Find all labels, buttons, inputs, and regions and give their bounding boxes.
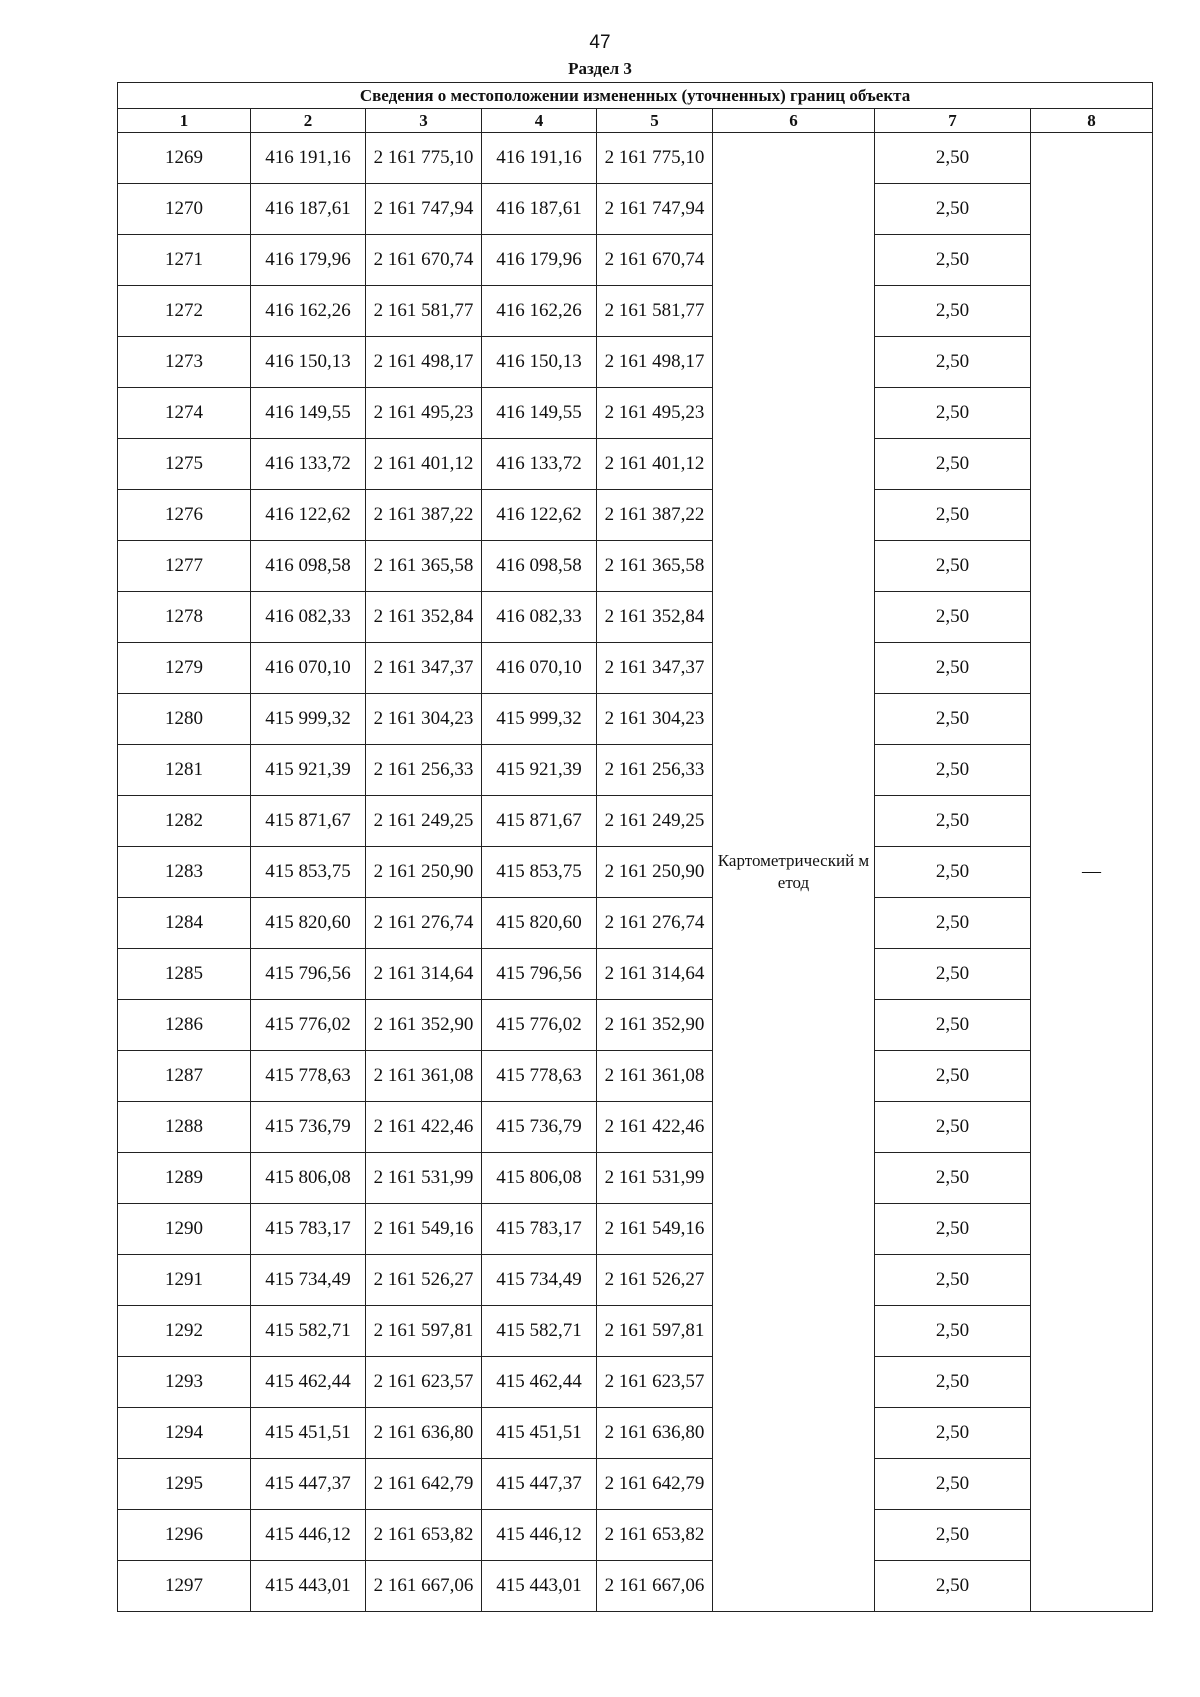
x-coordinate-cell: 416 150,13	[482, 337, 597, 388]
x-coordinate-cell: 415 778,63	[251, 1051, 366, 1102]
table-row	[118, 1204, 1153, 1255]
table-row	[118, 1000, 1153, 1051]
table-row	[118, 1408, 1153, 1459]
x-coordinate-cell: 415 796,56	[251, 949, 366, 1000]
column-number: 6	[713, 109, 875, 133]
point-number-cell: 1272	[118, 286, 251, 337]
accuracy-cell: 2,50	[875, 439, 1031, 490]
accuracy-cell: 2,50	[875, 286, 1031, 337]
x-coordinate-cell: 415 443,01	[251, 1561, 366, 1612]
point-number-cell: 1279	[118, 643, 251, 694]
accuracy-cell: 2,50	[875, 1561, 1031, 1612]
accuracy-cell: 2,50	[875, 643, 1031, 694]
y-coordinate-cell: 2 161 361,08	[597, 1051, 713, 1102]
table-row	[118, 1459, 1153, 1510]
x-coordinate-cell: 415 853,75	[482, 847, 597, 898]
section-title: Раздел 3	[568, 59, 632, 78]
x-coordinate-cell: 415 443,01	[482, 1561, 597, 1612]
table-row	[118, 847, 1153, 898]
y-coordinate-cell: 2 161 347,37	[366, 643, 482, 694]
column-number: 3	[366, 109, 482, 133]
accuracy-cell: 2,50	[875, 388, 1031, 439]
point-number-cell: 1276	[118, 490, 251, 541]
x-coordinate-cell: 415 447,37	[482, 1459, 597, 1510]
x-coordinate-cell: 416 162,26	[482, 286, 597, 337]
y-coordinate-cell: 2 161 387,22	[366, 490, 482, 541]
point-number-cell: 1285	[118, 949, 251, 1000]
y-coordinate-cell: 2 161 636,80	[366, 1408, 482, 1459]
x-coordinate-cell: 415 999,32	[482, 694, 597, 745]
accuracy-cell: 2,50	[875, 184, 1031, 235]
x-coordinate-cell: 416 187,61	[482, 184, 597, 235]
y-coordinate-cell: 2 161 361,08	[366, 1051, 482, 1102]
y-coordinate-cell: 2 161 422,46	[366, 1102, 482, 1153]
x-coordinate-cell: 415 871,67	[482, 796, 597, 847]
point-number-cell: 1291	[118, 1255, 251, 1306]
y-coordinate-cell: 2 161 747,94	[597, 184, 713, 235]
accuracy-cell: 2,50	[875, 1051, 1031, 1102]
accuracy-cell: 2,50	[875, 1204, 1031, 1255]
x-coordinate-cell: 415 462,44	[482, 1357, 597, 1408]
x-coordinate-cell: 416 133,72	[251, 439, 366, 490]
table-row	[118, 898, 1153, 949]
table-row	[118, 337, 1153, 388]
y-coordinate-cell: 2 161 256,33	[597, 745, 713, 796]
point-number-cell: 1286	[118, 1000, 251, 1051]
x-coordinate-cell: 416 162,26	[251, 286, 366, 337]
accuracy-cell: 2,50	[875, 1153, 1031, 1204]
y-coordinate-cell: 2 161 314,64	[366, 949, 482, 1000]
table-row	[118, 388, 1153, 439]
y-coordinate-cell: 2 161 401,12	[597, 439, 713, 490]
x-coordinate-cell: 415 853,75	[251, 847, 366, 898]
point-number-cell: 1287	[118, 1051, 251, 1102]
point-number-cell: 1282	[118, 796, 251, 847]
accuracy-cell: 2,50	[875, 949, 1031, 1000]
x-coordinate-cell: 415 446,12	[482, 1510, 597, 1561]
x-coordinate-cell: 416 149,55	[482, 388, 597, 439]
x-coordinate-cell: 415 796,56	[482, 949, 597, 1000]
y-coordinate-cell: 2 161 250,90	[597, 847, 713, 898]
accuracy-cell: 2,50	[875, 1102, 1031, 1153]
y-coordinate-cell: 2 161 276,74	[597, 898, 713, 949]
x-coordinate-cell: 415 776,02	[251, 1000, 366, 1051]
y-coordinate-cell: 2 161 653,82	[597, 1510, 713, 1561]
x-coordinate-cell: 415 447,37	[251, 1459, 366, 1510]
table-row	[118, 643, 1153, 694]
y-coordinate-cell: 2 161 549,16	[366, 1204, 482, 1255]
point-number-cell: 1275	[118, 439, 251, 490]
table-row	[118, 592, 1153, 643]
x-coordinate-cell: 415 871,67	[251, 796, 366, 847]
y-coordinate-cell: 2 161 581,77	[366, 286, 482, 337]
y-coordinate-cell: 2 161 352,84	[366, 592, 482, 643]
column-number: 4	[482, 109, 597, 133]
x-coordinate-cell: 415 778,63	[482, 1051, 597, 1102]
point-number-cell: 1270	[118, 184, 251, 235]
x-coordinate-cell: 416 070,10	[482, 643, 597, 694]
accuracy-cell: 2,50	[875, 235, 1031, 286]
table-row	[118, 1153, 1153, 1204]
x-coordinate-cell: 416 070,10	[251, 643, 366, 694]
point-number-cell: 1288	[118, 1102, 251, 1153]
x-coordinate-cell: 415 921,39	[251, 745, 366, 796]
y-coordinate-cell: 2 161 387,22	[597, 490, 713, 541]
table-row	[118, 439, 1153, 490]
accuracy-cell: 2,50	[875, 490, 1031, 541]
x-coordinate-cell: 416 179,96	[251, 235, 366, 286]
y-coordinate-cell: 2 161 365,58	[366, 541, 482, 592]
table-row	[118, 694, 1153, 745]
accuracy-cell: 2,50	[875, 1510, 1031, 1561]
x-coordinate-cell: 415 806,08	[251, 1153, 366, 1204]
x-coordinate-cell: 415 921,39	[482, 745, 597, 796]
x-coordinate-cell: 416 149,55	[251, 388, 366, 439]
table-row	[118, 235, 1153, 286]
point-number-cell: 1269	[118, 133, 251, 184]
x-coordinate-cell: 415 582,71	[482, 1306, 597, 1357]
accuracy-cell: 2,50	[875, 592, 1031, 643]
y-coordinate-cell: 2 161 365,58	[597, 541, 713, 592]
x-coordinate-cell: 415 806,08	[482, 1153, 597, 1204]
y-coordinate-cell: 2 161 401,12	[366, 439, 482, 490]
y-coordinate-cell: 2 161 667,06	[366, 1561, 482, 1612]
table-row	[118, 1255, 1153, 1306]
column-number: 7	[875, 109, 1031, 133]
table-row	[118, 1306, 1153, 1357]
x-coordinate-cell: 416 122,62	[251, 490, 366, 541]
y-coordinate-cell: 2 161 623,57	[597, 1357, 713, 1408]
y-coordinate-cell: 2 161 581,77	[597, 286, 713, 337]
column-number-row	[118, 109, 1153, 133]
x-coordinate-cell: 415 820,60	[251, 898, 366, 949]
table-row	[118, 1561, 1153, 1612]
accuracy-cell: 2,50	[875, 1408, 1031, 1459]
y-coordinate-cell: 2 161 642,79	[366, 1459, 482, 1510]
point-number-cell: 1277	[118, 541, 251, 592]
point-number-cell: 1293	[118, 1357, 251, 1408]
table-row	[118, 949, 1153, 1000]
accuracy-cell: 2,50	[875, 898, 1031, 949]
point-number-cell: 1290	[118, 1204, 251, 1255]
point-number-cell: 1271	[118, 235, 251, 286]
y-coordinate-cell: 2 161 498,17	[366, 337, 482, 388]
y-coordinate-cell: 2 161 314,64	[597, 949, 713, 1000]
point-number-cell: 1292	[118, 1306, 251, 1357]
table-caption-row	[118, 83, 1153, 109]
x-coordinate-cell: 416 122,62	[482, 490, 597, 541]
point-number-cell: 1289	[118, 1153, 251, 1204]
x-coordinate-cell: 415 783,17	[251, 1204, 366, 1255]
column-number: 2	[251, 109, 366, 133]
point-number-cell: 1296	[118, 1510, 251, 1561]
y-coordinate-cell: 2 161 747,94	[366, 184, 482, 235]
table-row	[118, 541, 1153, 592]
accuracy-cell: 2,50	[875, 133, 1031, 184]
y-coordinate-cell: 2 161 352,90	[597, 1000, 713, 1051]
y-coordinate-cell: 2 161 642,79	[597, 1459, 713, 1510]
x-coordinate-cell: 416 133,72	[482, 439, 597, 490]
y-coordinate-cell: 2 161 526,27	[597, 1255, 713, 1306]
accuracy-cell: 2,50	[875, 796, 1031, 847]
x-coordinate-cell: 415 462,44	[251, 1357, 366, 1408]
table-body	[118, 133, 1153, 1612]
point-number-cell: 1284	[118, 898, 251, 949]
accuracy-cell: 2,50	[875, 1000, 1031, 1051]
x-coordinate-cell: 415 736,79	[251, 1102, 366, 1153]
y-coordinate-cell: 2 161 775,10	[366, 133, 482, 184]
column-number: 1	[118, 109, 251, 133]
point-number-cell: 1294	[118, 1408, 251, 1459]
point-number-cell: 1278	[118, 592, 251, 643]
x-coordinate-cell: 415 582,71	[251, 1306, 366, 1357]
y-coordinate-cell: 2 161 495,23	[597, 388, 713, 439]
point-number-cell: 1281	[118, 745, 251, 796]
x-coordinate-cell: 415 734,49	[251, 1255, 366, 1306]
accuracy-cell: 2,50	[875, 1255, 1031, 1306]
y-coordinate-cell: 2 161 304,23	[366, 694, 482, 745]
x-coordinate-cell: 415 783,17	[482, 1204, 597, 1255]
accuracy-cell: 2,50	[875, 847, 1031, 898]
x-coordinate-cell: 415 734,49	[482, 1255, 597, 1306]
x-coordinate-cell: 416 150,13	[251, 337, 366, 388]
y-coordinate-cell: 2 161 636,80	[597, 1408, 713, 1459]
accuracy-cell: 2,50	[875, 745, 1031, 796]
y-coordinate-cell: 2 161 526,27	[366, 1255, 482, 1306]
y-coordinate-cell: 2 161 670,74	[597, 235, 713, 286]
x-coordinate-cell: 415 820,60	[482, 898, 597, 949]
table-caption: Сведения о местоположении измененных (уточненных) границ объекта	[118, 83, 1153, 109]
table-row	[118, 796, 1153, 847]
method-cell: Картометрический метод	[713, 133, 875, 1612]
coordinates-table	[117, 82, 1153, 1612]
y-coordinate-cell: 2 161 352,84	[597, 592, 713, 643]
y-coordinate-cell: 2 161 597,81	[366, 1306, 482, 1357]
table-row	[118, 133, 1153, 184]
y-coordinate-cell: 2 161 249,25	[366, 796, 482, 847]
table-row	[118, 1357, 1153, 1408]
y-coordinate-cell: 2 161 623,57	[366, 1357, 482, 1408]
y-coordinate-cell: 2 161 352,90	[366, 1000, 482, 1051]
accuracy-cell: 2,50	[875, 1459, 1031, 1510]
column-number: 5	[597, 109, 713, 133]
x-coordinate-cell: 415 736,79	[482, 1102, 597, 1153]
y-coordinate-cell: 2 161 495,23	[366, 388, 482, 439]
y-coordinate-cell: 2 161 347,37	[597, 643, 713, 694]
point-number-cell: 1280	[118, 694, 251, 745]
y-coordinate-cell: 2 161 670,74	[366, 235, 482, 286]
accuracy-cell: 2,50	[875, 1306, 1031, 1357]
accuracy-cell: 2,50	[875, 337, 1031, 388]
x-coordinate-cell: 416 098,58	[482, 541, 597, 592]
y-coordinate-cell: 2 161 256,33	[366, 745, 482, 796]
y-coordinate-cell: 2 161 597,81	[597, 1306, 713, 1357]
x-coordinate-cell: 416 191,16	[482, 133, 597, 184]
x-coordinate-cell: 416 179,96	[482, 235, 597, 286]
x-coordinate-cell: 415 999,32	[251, 694, 366, 745]
table-row	[118, 286, 1153, 337]
point-number-cell: 1283	[118, 847, 251, 898]
y-coordinate-cell: 2 161 775,10	[597, 133, 713, 184]
point-number-cell: 1274	[118, 388, 251, 439]
y-coordinate-cell: 2 161 498,17	[597, 337, 713, 388]
table-row	[118, 184, 1153, 235]
accuracy-cell: 2,50	[875, 1357, 1031, 1408]
point-number-cell: 1273	[118, 337, 251, 388]
accuracy-cell: 2,50	[875, 694, 1031, 745]
page-number: 47	[589, 32, 611, 53]
y-coordinate-cell: 2 161 531,99	[597, 1153, 713, 1204]
x-coordinate-cell: 415 451,51	[251, 1408, 366, 1459]
x-coordinate-cell: 416 082,33	[251, 592, 366, 643]
x-coordinate-cell: 416 187,61	[251, 184, 366, 235]
x-coordinate-cell: 415 446,12	[251, 1510, 366, 1561]
y-coordinate-cell: 2 161 304,23	[597, 694, 713, 745]
column8-cell: —	[1031, 133, 1153, 1612]
y-coordinate-cell: 2 161 667,06	[597, 1561, 713, 1612]
point-number-cell: 1295	[118, 1459, 251, 1510]
table-row	[118, 1510, 1153, 1561]
x-coordinate-cell: 416 098,58	[251, 541, 366, 592]
y-coordinate-cell: 2 161 249,25	[597, 796, 713, 847]
point-number-cell: 1297	[118, 1561, 251, 1612]
x-coordinate-cell: 415 451,51	[482, 1408, 597, 1459]
y-coordinate-cell: 2 161 549,16	[597, 1204, 713, 1255]
y-coordinate-cell: 2 161 531,99	[366, 1153, 482, 1204]
x-coordinate-cell: 416 191,16	[251, 133, 366, 184]
y-coordinate-cell: 2 161 422,46	[597, 1102, 713, 1153]
y-coordinate-cell: 2 161 250,90	[366, 847, 482, 898]
table-row	[118, 745, 1153, 796]
accuracy-cell: 2,50	[875, 541, 1031, 592]
y-coordinate-cell: 2 161 653,82	[366, 1510, 482, 1561]
x-coordinate-cell: 415 776,02	[482, 1000, 597, 1051]
table-row	[118, 1051, 1153, 1102]
y-coordinate-cell: 2 161 276,74	[366, 898, 482, 949]
column-number: 8	[1031, 109, 1153, 133]
table-row	[118, 490, 1153, 541]
x-coordinate-cell: 416 082,33	[482, 592, 597, 643]
table-row	[118, 1102, 1153, 1153]
